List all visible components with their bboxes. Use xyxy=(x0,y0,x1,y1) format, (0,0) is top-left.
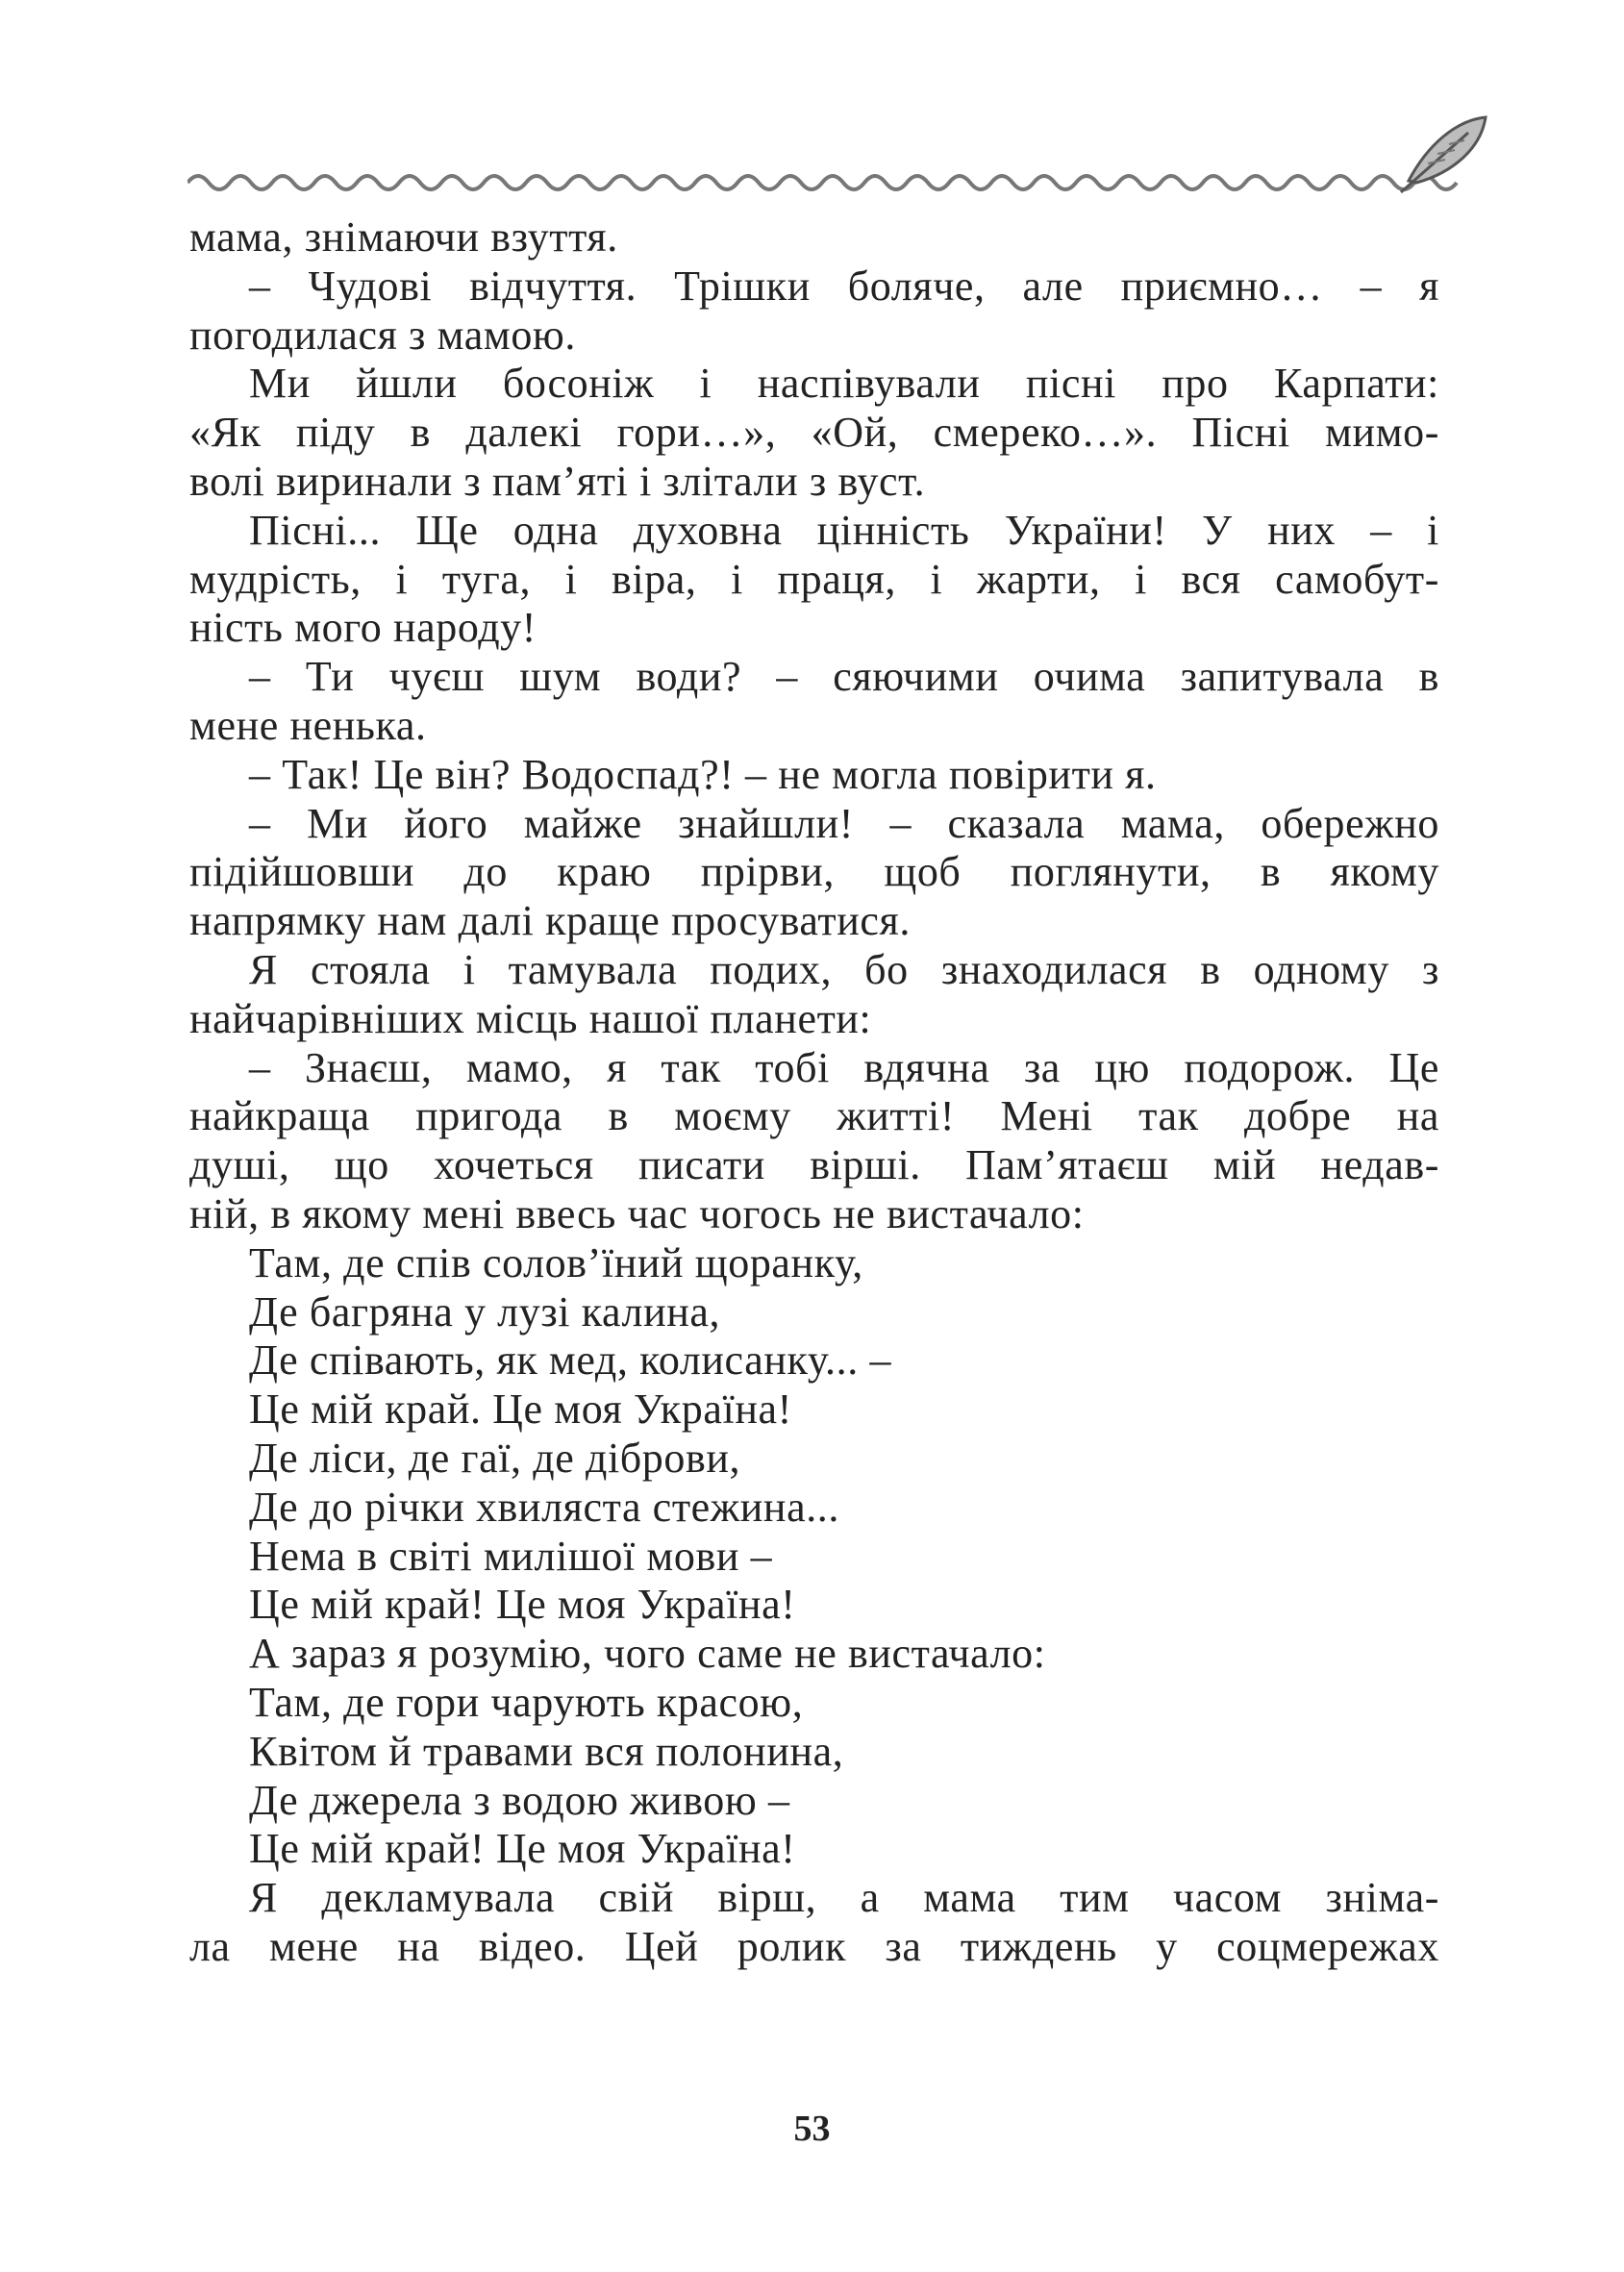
text-line: – Знаєш, мамо, я так тобі вдячна за цю подорож. Це xyxy=(249,1043,1439,1091)
text-line: найчарівніших місць нашої планети: xyxy=(189,994,872,1042)
page-number: 53 xyxy=(793,2109,831,2149)
text-line: погодилася з мамою. xyxy=(189,311,576,359)
page-body-text xyxy=(189,213,1439,1972)
poem-line: Де співають, як мед, колисанку... – xyxy=(249,1336,892,1385)
poem-line: Де багряна у лузі калина, xyxy=(249,1287,721,1336)
poem-line: Де джерела з водою живою – xyxy=(249,1776,790,1824)
poem-line: Там, де спів солов’їний щоранку, xyxy=(249,1238,863,1286)
poem-line: Де ліси, де гаї, де діброви, xyxy=(249,1434,741,1482)
text-line: – Ми його майже знайшли! – сказала мама, обережно xyxy=(249,799,1439,847)
text-line: мене ненька. xyxy=(189,701,427,749)
text-line: ність мого народу! xyxy=(189,604,537,652)
wavy-line xyxy=(187,176,1457,189)
text-line: Пісні... Ще одна духовна цінність України! У них – і xyxy=(249,506,1439,554)
text-line: – Чудові відчуття. Трішки боляче, але приємно… – я xyxy=(249,262,1439,310)
text-line: підійшовши до краю прірви, щоб поглянути, в якому xyxy=(189,848,1439,896)
text-line: мама, знімаючи взуття. xyxy=(189,213,618,261)
text-line: Я декламувала свій вірш, а мама тим часом зніма- xyxy=(249,1874,1439,1922)
text-line: Я стояла і тамувала подих, бо знаходилася в одному з xyxy=(249,945,1439,993)
feather-quill-icon xyxy=(1401,117,1486,192)
text-line: напрямку нам далі краще просуватися. xyxy=(189,897,911,945)
text-line: «Як піду в далекі гори…», «Ой, смереко…». Пісні мимо- xyxy=(189,409,1439,457)
text-line: найкраща пригода в моєму житті! Мені так добре на xyxy=(189,1092,1439,1140)
text-line: волі виринали з пам’яті і злітали з вуст. xyxy=(189,457,926,505)
text-line: – Ти чуєш шум води? – сяючими очима запитувала в xyxy=(249,653,1439,701)
poem-line: Квітом й травами вся полонина, xyxy=(249,1727,844,1775)
text-line: ла мене на відео. Цей ролик за тиждень у соцмережах xyxy=(189,1922,1439,1970)
poem-line: Там, де гори чарують красою, xyxy=(249,1678,804,1726)
poem-line: Нема в світі милішої мови – xyxy=(249,1532,773,1580)
poem-line: Це мій край! Це моя Україна! xyxy=(249,1581,796,1629)
text-line: Ми йшли босоніж і наспівували пісні про Карпати: xyxy=(249,360,1439,408)
poem-line: Де до річки хвиляста стежина... xyxy=(249,1483,839,1531)
text-line: – Так! Це він? Водоспад?! – не могла повірити я. xyxy=(249,750,1157,798)
header-wave-ornament xyxy=(187,106,1495,212)
text-line: А зараз я розумію, чого саме не вистачало: xyxy=(249,1630,1046,1678)
poem-line: Це мій край. Це моя Україна! xyxy=(249,1386,792,1434)
text-line: мудрість, і туга, і віра, і праця, і жарти, і вся самобут- xyxy=(189,555,1439,603)
poem-line: Це мій край! Це моя Україна! xyxy=(249,1825,796,1873)
text-line: душі, що хочеться писати вірші. Пам’ятаєш мій недав- xyxy=(189,1141,1439,1189)
text-line: ній, в якому мені ввесь час чогось не вистачало: xyxy=(189,1189,1085,1237)
